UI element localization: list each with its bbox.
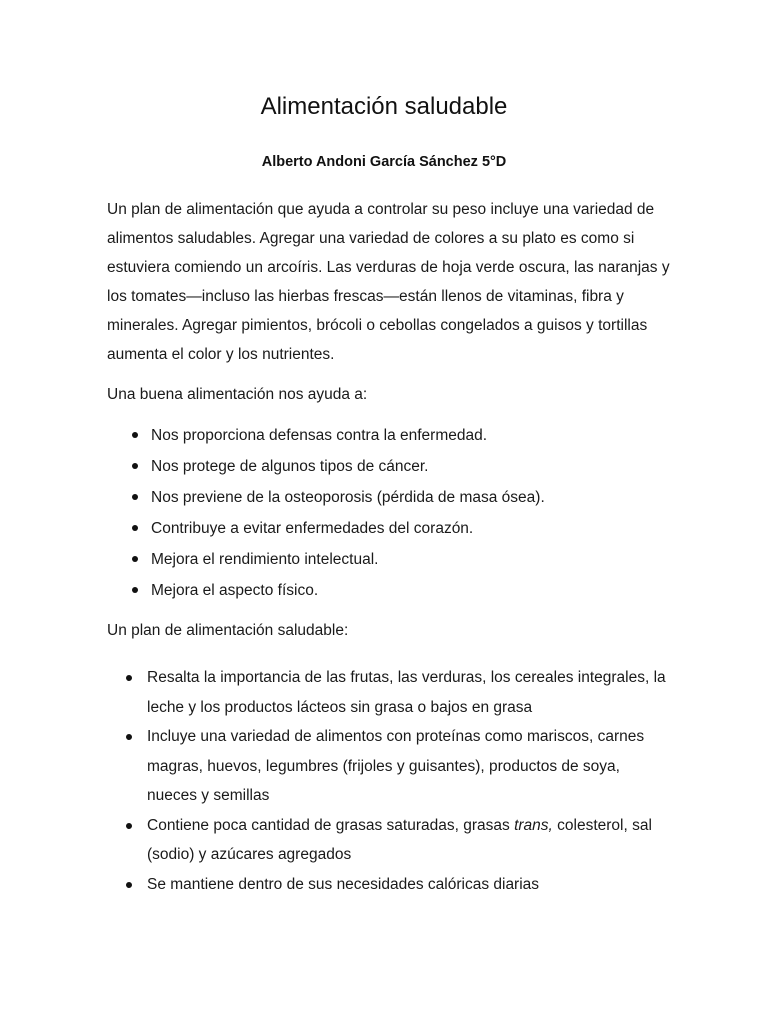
bullet-icon: [132, 432, 138, 438]
author-line: Alberto Andoni García Sánchez 5°D: [261, 154, 507, 170]
bullet-icon: [132, 463, 138, 469]
bullet-icon: [132, 494, 138, 500]
bullet-icon: [132, 556, 138, 562]
benefits-list: [107, 420, 667, 606]
list-item: [107, 663, 667, 722]
list-item-text-after: colesterol, sal (sodio) y azúcares agregados: [147, 816, 652, 863]
bullet-icon: [132, 587, 138, 593]
document-title: Alimentación saludable: [260, 93, 508, 120]
list-item-text: Nos previene de la osteoporosis (pérdida de masa ósea).: [151, 489, 545, 506]
list-item-text-before: Contiene poca cantidad de grasas saturadas, grasas: [147, 816, 515, 834]
plan-intro: Un plan de alimentación saludable:: [107, 622, 349, 639]
list-item-text: Contribuye a evitar enfermedades del corazón.: [151, 520, 474, 537]
list-item: [107, 451, 667, 482]
bullet-icon: [126, 734, 132, 740]
list-item: [107, 513, 667, 544]
plan-list: [107, 663, 667, 899]
list-item: [107, 482, 667, 513]
list-item-text: Resalta la importancia de las frutas, las verduras, los cereales integrales, la leche y los productos lácteos sin grasa o bajos en grasa: [147, 669, 666, 716]
list-item-text: Mejora el aspecto físico.: [151, 582, 319, 599]
list-item-text: Nos proporciona defensas contra la enfermedad.: [151, 427, 488, 444]
bullet-icon: [126, 882, 132, 888]
list-item-text: Se mantiene dentro de sus necesidades calóricas diarias: [147, 875, 540, 893]
list-item: [107, 544, 667, 575]
list-item-text-italic: trans,: [514, 816, 553, 834]
list-item: [107, 870, 667, 900]
benefits-intro: Una buena alimentación nos ayuda a:: [107, 386, 368, 403]
list-item: [107, 575, 667, 606]
list-item-text: Mejora el rendimiento intelectual.: [151, 551, 379, 568]
list-item: [107, 722, 667, 811]
bullet-icon: [126, 823, 132, 829]
bullet-icon: [126, 675, 132, 681]
list-item-text: Incluye una variedad de alimentos con proteínas como mariscos, carnes magras, huevos, legumbres (frijoles y guisantes), productos de soya, nueces y semillas: [147, 728, 645, 804]
bullet-icon: [132, 525, 138, 531]
list-item: [107, 420, 667, 451]
list-item-text: Nos protege de algunos tipos de cáncer.: [151, 458, 429, 475]
list-item: [107, 811, 667, 870]
intro-paragraph: Un plan de alimentación que ayuda a controlar su peso incluye una variedad de alimentos saludables. Agregar una variedad de colores a su plato es como si estuviera comiendo un arcoíris. Las verduras de hoja verde oscura, las naranjas y los tomates—incluso las hierbas frescas—están llenos de vitaminas, fibra y minerales. Agregar pimientos, brócoli o cebollas congelados a guisos y tortillas aumenta el color y los nutrientes.: [107, 201, 670, 363]
